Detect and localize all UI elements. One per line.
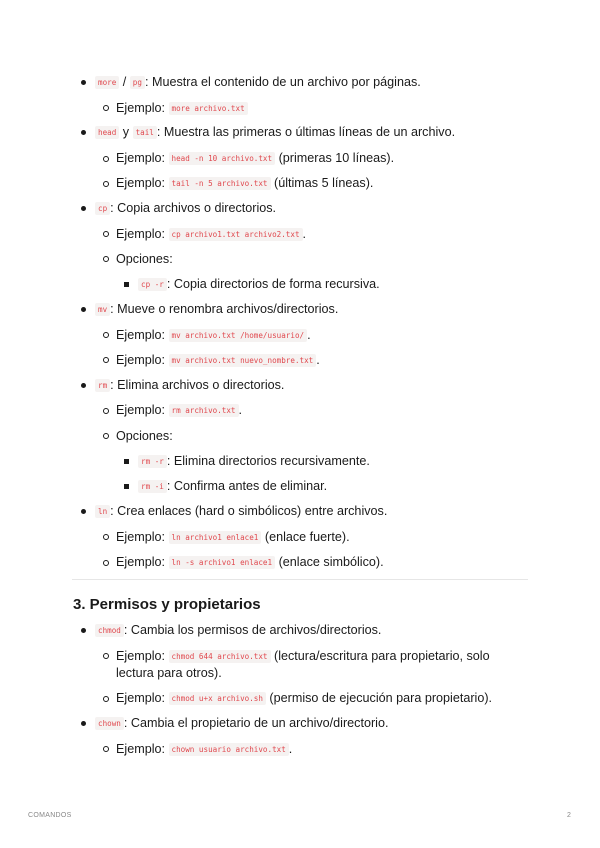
inline-code: tail	[133, 126, 157, 139]
inline-code: chmod	[95, 624, 124, 637]
list-item: Ejemplo: chmod u+x archivo.sh (permiso de ejecución para propietario).	[116, 691, 493, 705]
list-item: Ejemplo: cp archivo1.txt archivo2.txt .	[116, 227, 307, 241]
bullet-disc	[81, 307, 86, 312]
list-item: cp : Copia archivos o directorios.	[95, 200, 276, 217]
bullet-square	[124, 484, 129, 489]
inline-code: pg	[130, 76, 145, 89]
list-item: Ejemplo: ln archivo1 enlace1 (enlace fuerte).	[116, 530, 350, 544]
bullet-circle	[103, 408, 109, 414]
section-divider	[72, 579, 528, 580]
list-item: rm -r : Elimina directorios recursivamente.	[138, 453, 370, 470]
bullet-circle	[103, 534, 109, 540]
bullet-circle	[103, 696, 109, 702]
inline-code: ln archivo1 enlace1	[169, 531, 262, 544]
section-heading: 3. Permisos y propietarios	[73, 596, 261, 613]
list-item: more / pg : Muestra el contenido de un archivo por páginas.	[95, 74, 421, 91]
inline-code: cp archivo1.txt archivo2.txt	[169, 228, 303, 241]
list-item: Ejemplo: head -n 10 archivo.txt (primeras 10 líneas).	[116, 151, 395, 165]
inline-code: tail -n 5 archivo.txt	[169, 177, 271, 190]
inline-code: rm -r	[138, 455, 167, 468]
list-item: Ejemplo: mv archivo.txt /home/usuario/ .	[116, 328, 311, 342]
bullet-circle	[103, 105, 109, 111]
list-item: Opciones:	[116, 252, 173, 266]
list-item: Ejemplo: more archivo.txt	[116, 100, 248, 117]
list-item: chmod : Cambia los permisos de archivos/directorios.	[95, 622, 381, 639]
bullet-disc	[81, 383, 86, 388]
bullet-circle	[103, 231, 109, 237]
list-item: chown : Cambia el propietario de un archivo/directorio.	[95, 715, 388, 732]
bullet-circle	[103, 156, 109, 162]
bullet-square	[124, 459, 129, 464]
list-item: Ejemplo: tail -n 5 archivo.txt (últimas 5 líneas).	[116, 176, 374, 190]
bullet-circle	[103, 357, 109, 363]
inline-code: chmod 644 archivo.txt	[169, 650, 271, 663]
inline-code: more	[95, 76, 119, 89]
bullet-circle	[103, 433, 109, 439]
list-item: Ejemplo: chmod 644 archivo.txt (lectura/escritura para propietario, solo	[116, 649, 490, 663]
bullet-disc	[81, 628, 86, 633]
bullet-disc	[81, 130, 86, 135]
page-number: 2	[567, 812, 572, 819]
bullet-circle	[103, 332, 109, 338]
inline-code: mv	[95, 303, 110, 316]
inline-code: cp	[95, 202, 110, 215]
list-item: Ejemplo: chown usuario archivo.txt .	[116, 742, 293, 756]
list-item: Opciones:	[116, 429, 173, 443]
bullet-disc	[81, 206, 86, 211]
bullet-circle	[103, 256, 109, 262]
list-item: head y tail : Muestra las primeras o últimas líneas de un archivo.	[95, 124, 455, 141]
inline-code: chown	[95, 717, 124, 730]
inline-code: ln	[95, 505, 110, 518]
list-item: ln : Crea enlaces (hard o simbólicos) entre archivos.	[95, 503, 387, 520]
list-item: Ejemplo: ln -s archivo1 enlace1 (enlace simbólico).	[116, 555, 384, 569]
bullet-circle	[103, 653, 109, 659]
inline-code: rm -i	[138, 480, 167, 493]
list-item: mv : Mueve o renombra archivos/directorios.	[95, 301, 338, 318]
bullet-circle	[103, 746, 109, 752]
list-item: Ejemplo: mv archivo.txt nuevo_nombre.txt .	[116, 353, 320, 367]
inline-code: chown usuario archivo.txt	[169, 743, 289, 756]
inline-code: head	[95, 126, 119, 139]
list-item: cp -r : Copia directorios de forma recursiva.	[138, 276, 380, 293]
bullet-disc	[81, 721, 86, 726]
inline-code: ln -s archivo1 enlace1	[169, 556, 276, 569]
inline-code: rm archivo.txt	[169, 404, 239, 417]
inline-code: head -n 10 archivo.txt	[169, 152, 276, 165]
inline-code: more archivo.txt	[169, 102, 248, 115]
bullet-disc	[81, 509, 86, 514]
list-item-continuation: lectura para otros).	[116, 666, 222, 680]
bullet-square	[124, 282, 129, 287]
list-item: rm -i : Confirma antes de eliminar.	[138, 478, 327, 495]
inline-code: cp -r	[138, 278, 167, 291]
list-item: rm : Elimina archivos o directorios.	[95, 377, 284, 394]
list-item: Ejemplo: rm archivo.txt .	[116, 403, 243, 417]
bullet-circle	[103, 181, 109, 187]
inline-code: rm	[95, 379, 110, 392]
bullet-disc	[81, 80, 86, 85]
bullet-circle	[103, 560, 109, 566]
inline-code: mv archivo.txt /home/usuario/	[169, 329, 308, 342]
inline-code: mv archivo.txt nuevo_nombre.txt	[169, 354, 317, 367]
inline-code: chmod u+x archivo.sh	[169, 692, 266, 705]
footer-label: COMANDOS	[28, 812, 72, 819]
